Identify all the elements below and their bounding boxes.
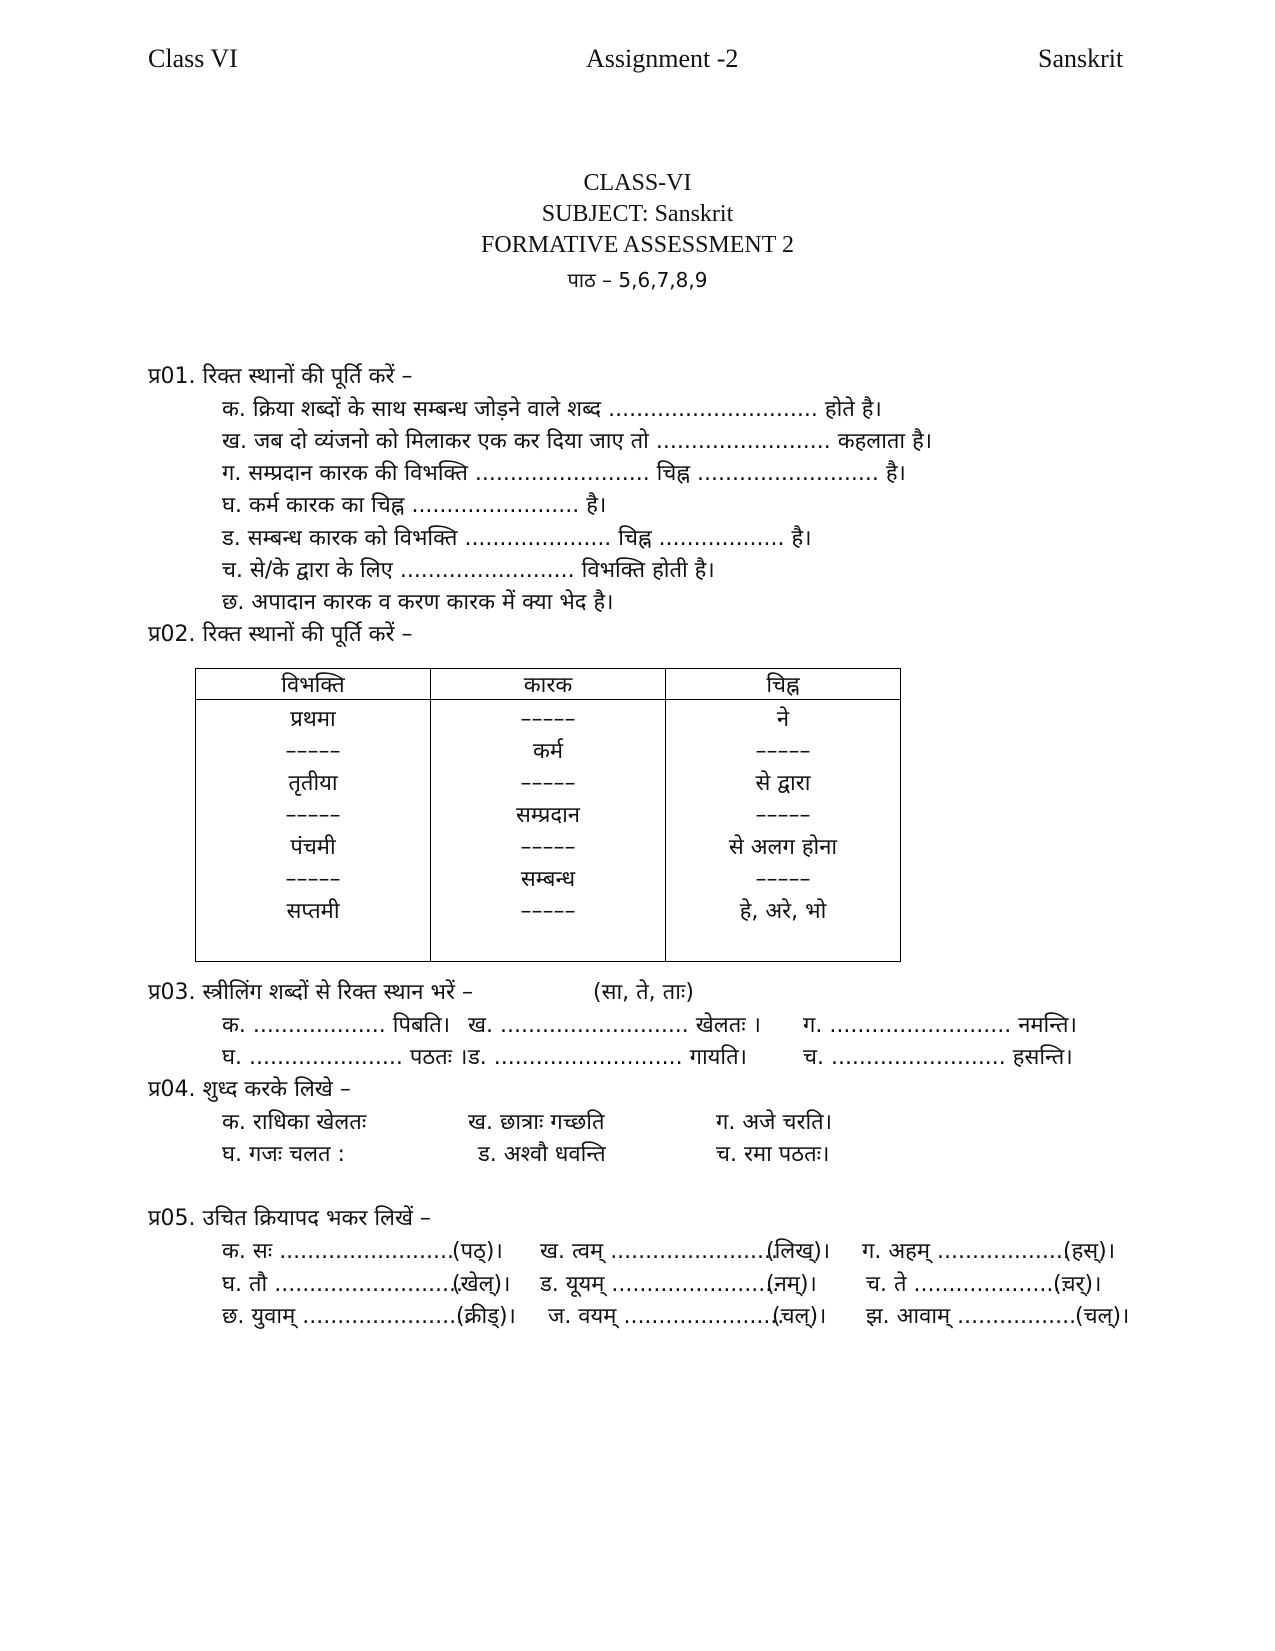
q5-item: च. ते ...................... bbox=[866, 1272, 1068, 1297]
table-cell: ––––– bbox=[520, 835, 576, 860]
table-cell: से द्वारा bbox=[755, 771, 811, 796]
q4-item: क. राधिका खेलतः bbox=[222, 1110, 367, 1135]
header-karak: कारक bbox=[431, 669, 666, 700]
header-subject: Sanskrit bbox=[1038, 44, 1124, 73]
q3-item: ड. ........................... गायति। bbox=[468, 1045, 747, 1070]
table-cell: हे, अरे, भो bbox=[739, 899, 827, 924]
q1-item: घ. कर्म कारक का चिह्न ........................ है। bbox=[222, 493, 607, 518]
q1-item: छ. अपादान कारक व करण कारक में क्या भेद है। bbox=[222, 590, 614, 615]
q5-item: ज. वयम् ....................... bbox=[548, 1304, 785, 1329]
q5-verb: (चल्)। bbox=[1075, 1304, 1130, 1329]
q3-item: घ. ...................... पठतः । bbox=[222, 1045, 468, 1070]
q1-item: ग. सम्प्रदान कारक की विभक्ति ......................... चिह्न .......................... है। bbox=[222, 461, 906, 486]
table-cell: ––––– bbox=[755, 739, 811, 764]
q5-item: झ. आवाम् ................. bbox=[866, 1304, 1077, 1329]
q1-item: क. क्रिया शब्दों के साथ सम्बन्ध जोड़ने वाले शब्द .............................. होते है। bbox=[222, 397, 882, 422]
header-chihn: चिह्न bbox=[666, 669, 901, 700]
q5-verb: (पठ्)। bbox=[452, 1239, 503, 1264]
q5-item: ग. अहम् ................... bbox=[862, 1239, 1070, 1264]
table-cell: ––––– bbox=[755, 803, 811, 828]
table-cell: ––––– bbox=[285, 739, 341, 764]
q5-verb: (क्रीड्)। bbox=[456, 1304, 516, 1329]
q5-item: ख. त्वम् ........................ bbox=[540, 1239, 779, 1264]
q4-item: ग. अजे चरति। bbox=[716, 1110, 833, 1135]
q5-verb: (हस्)। bbox=[1063, 1239, 1116, 1264]
title-lessons: पाठ – 5,6,7,8,9 bbox=[567, 268, 708, 292]
table-cell: से अलग होना bbox=[728, 835, 838, 860]
title-assessment: FORMATIVE ASSESSMENT 2 bbox=[481, 232, 794, 258]
q2-label: प्र02. रिक्त स्थानों की पूर्ति करें – bbox=[148, 622, 413, 647]
q4-item: ड. अश्वौ धवन्ति bbox=[478, 1142, 606, 1167]
table-cell: ने bbox=[776, 707, 790, 732]
q5-verb: (नम्)। bbox=[766, 1272, 817, 1297]
q5-item: घ. तौ ........................... bbox=[222, 1272, 464, 1297]
q1-label: प्र01. रिक्त स्थानों की पूर्ति करें – bbox=[148, 364, 413, 389]
q3-item: ख. ........................... खेलतः । bbox=[468, 1013, 762, 1038]
chihn-column bbox=[666, 700, 901, 962]
q5-item: ड. यूयम् ........................ bbox=[540, 1272, 780, 1297]
table-cell: ––––– bbox=[285, 867, 341, 892]
q5-item: छ. युवाम् ........................ bbox=[222, 1304, 471, 1329]
q1-item: ख. जब दो व्यंजनो को मिलाकर एक कर दिया जाए तो ......................... कहलाता है। bbox=[222, 429, 933, 454]
table-cell: सम्प्रदान bbox=[516, 803, 580, 828]
q1-item: च. से/के द्वारा के लिए ......................... विभक्ति होती है। bbox=[222, 558, 715, 583]
table-cell: ––––– bbox=[755, 867, 811, 892]
karak-table bbox=[195, 668, 901, 962]
table-cell: ––––– bbox=[520, 707, 576, 732]
table-cell: ––––– bbox=[285, 803, 341, 828]
table-cell: कर्म bbox=[532, 739, 564, 764]
q5-verb: (चल्)। bbox=[772, 1304, 827, 1329]
vibhakti-column bbox=[196, 700, 431, 962]
q4-label: प्र04. शुध्द करके लिखे – bbox=[148, 1077, 351, 1102]
q5-verb: (खेल्)। bbox=[452, 1272, 511, 1297]
table-cell: तृतीया bbox=[288, 771, 338, 796]
title-subject: SUBJECT: Sanskrit bbox=[541, 201, 734, 227]
header-class: Class VI bbox=[148, 44, 238, 73]
q4-item: च. रमा पठतः। bbox=[716, 1142, 830, 1167]
q4-item: ख. छात्राः गच्छति bbox=[468, 1110, 605, 1135]
q5-label: प्र05. उचित क्रियापद भकर लिखें – bbox=[148, 1206, 431, 1231]
table-cell: सम्बन्ध bbox=[520, 867, 576, 892]
q5-verb: (चर्)। bbox=[1053, 1272, 1102, 1297]
table-cell: ––––– bbox=[520, 899, 576, 924]
karak-column bbox=[431, 700, 666, 962]
q3-label: प्र03. स्त्रीलिंग शब्दों से रिक्त स्थान भरें – bbox=[148, 980, 473, 1005]
q1-item: ड. सम्बन्ध कारक को विभक्ति ..................... चिह्न .................. है। bbox=[222, 526, 812, 551]
table-cell: प्रथमा bbox=[290, 707, 336, 732]
q4-item: घ. गजः चलत : bbox=[222, 1142, 345, 1167]
q3-options: (सा, ते, ताः) bbox=[593, 980, 694, 1005]
q3-item: ग. .......................... नमन्ति। bbox=[803, 1013, 1077, 1038]
header-assignment: Assignment -2 bbox=[586, 44, 739, 73]
q5-verb: (लिख्)। bbox=[766, 1239, 831, 1264]
table-cell: पंचमी bbox=[290, 835, 336, 860]
q3-item: च. ......................... हसन्ति। bbox=[803, 1045, 1073, 1070]
q5-item: क. सः ......................... bbox=[222, 1239, 455, 1264]
table-cell: ––––– bbox=[520, 771, 576, 796]
q3-item: क. ................... पिबति। bbox=[222, 1013, 451, 1038]
table-cell: सप्तमी bbox=[286, 899, 340, 924]
header-vibhakti: विभक्ति bbox=[196, 669, 431, 700]
title-class: CLASS-VI bbox=[583, 170, 692, 196]
